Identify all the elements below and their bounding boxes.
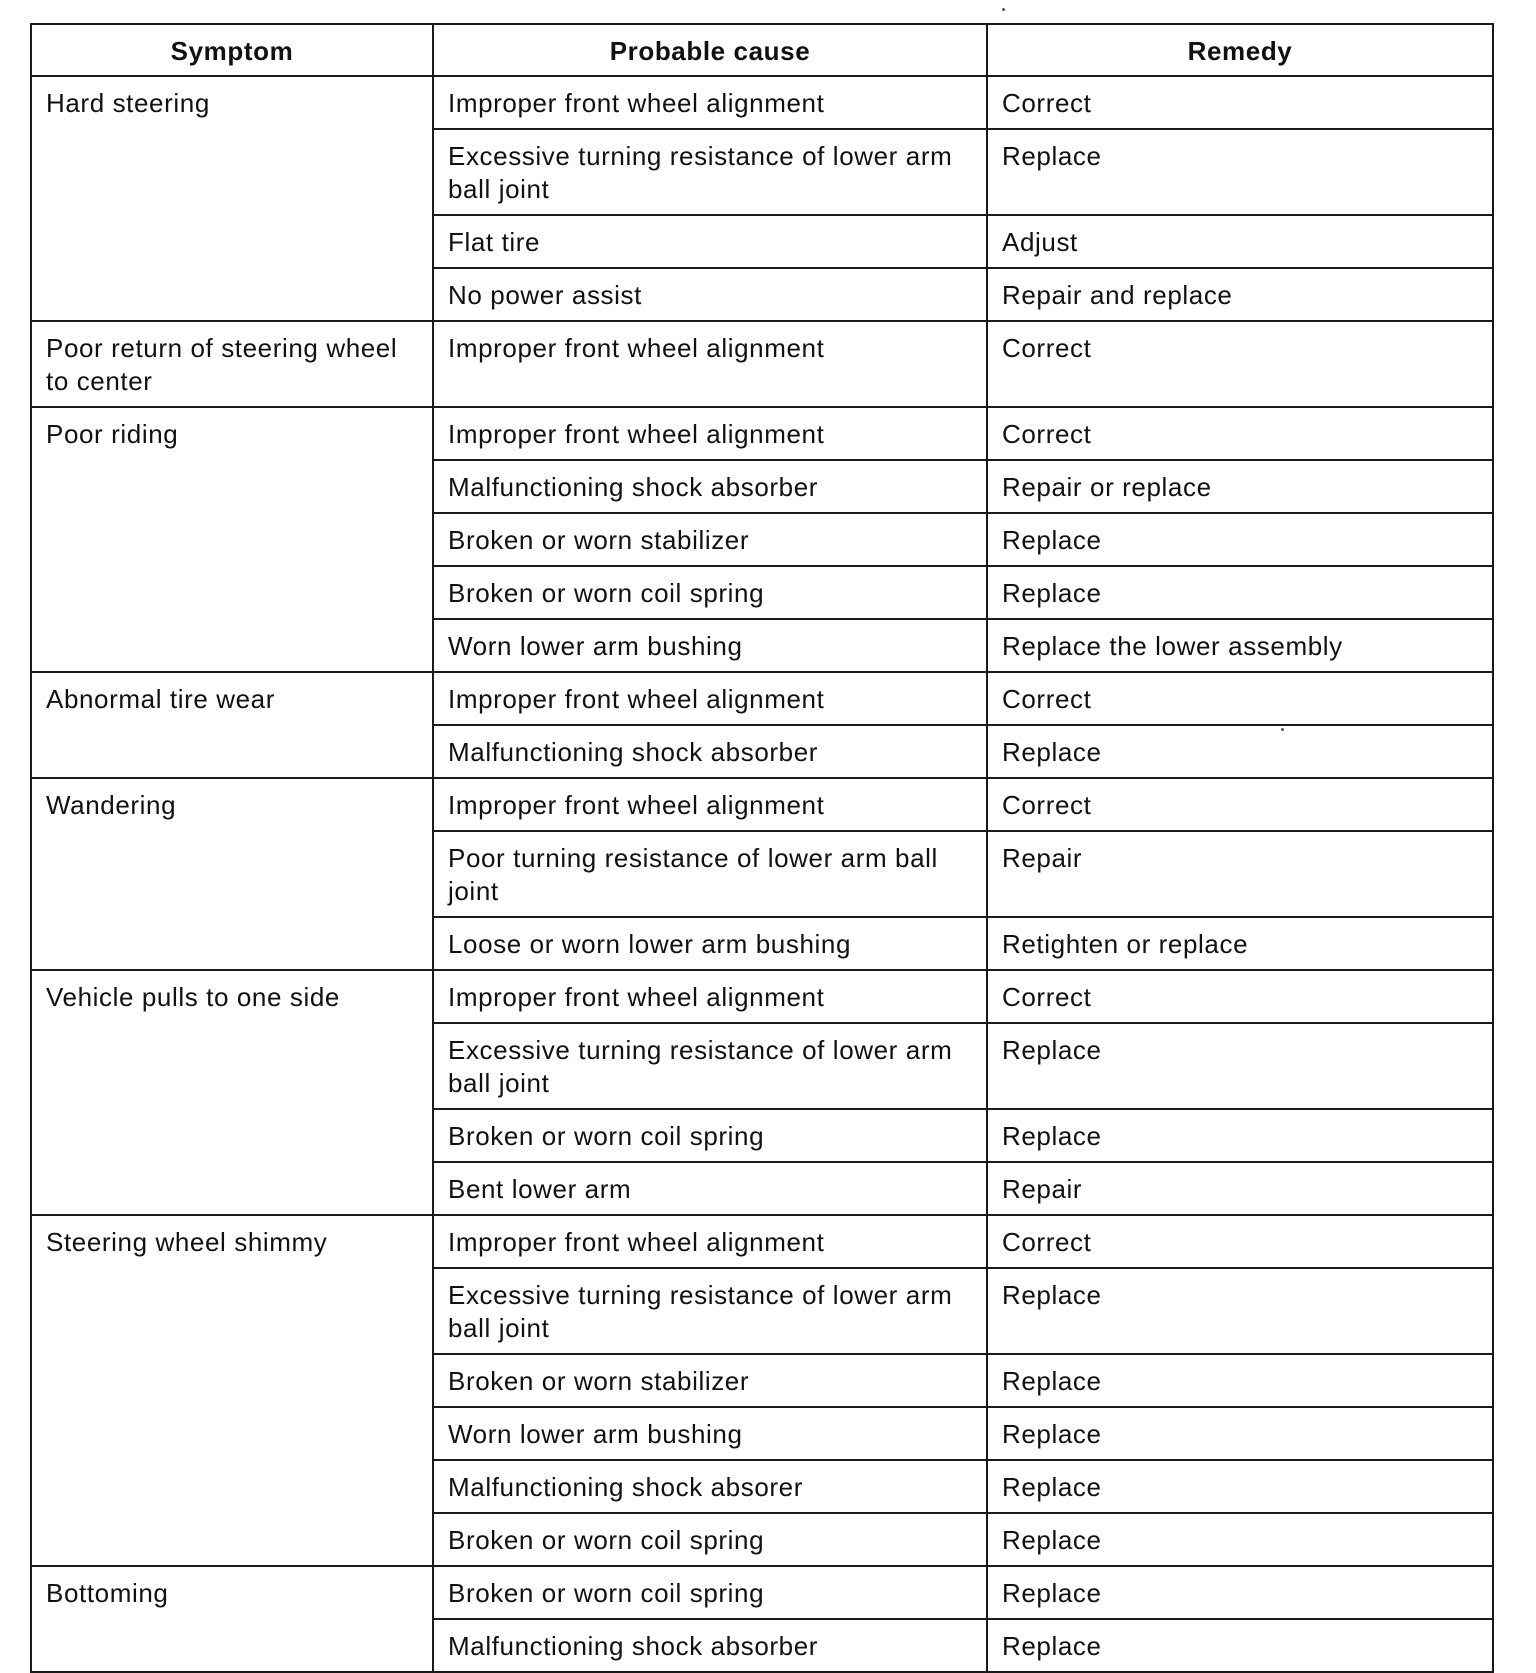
probable-cause-cell: Malfunctioning shock absorber xyxy=(433,460,987,513)
symptom-cell: Bottoming xyxy=(31,1566,433,1672)
probable-cause-cell: Improper front wheel alignment xyxy=(433,672,987,725)
remedy-cell: Retighten or replace xyxy=(987,917,1493,970)
remedy-cell: Replace xyxy=(987,129,1493,215)
remedy-cell: Repair xyxy=(987,1162,1493,1215)
remedy-cell: Replace xyxy=(987,1407,1493,1460)
remedy-cell: Replace xyxy=(987,1566,1493,1619)
probable-cause-cell: Broken or worn stabilizer xyxy=(433,1354,987,1407)
remedy-cell: Adjust xyxy=(987,215,1493,268)
table-row xyxy=(31,1566,1493,1619)
remedy-cell: Replace xyxy=(987,513,1493,566)
symptom-cell: Abnormal tire wear xyxy=(31,672,433,778)
probable-cause-cell: Loose or worn lower arm bushing xyxy=(433,917,987,970)
remedy-cell: Replace xyxy=(987,566,1493,619)
table-row xyxy=(31,321,1493,407)
symptom-cell: Vehicle pulls to one side xyxy=(31,970,433,1215)
symptom-column-header: Symptom xyxy=(31,24,433,76)
remedy-cell: Correct xyxy=(987,407,1493,460)
remedy-cell: Correct xyxy=(987,1215,1493,1268)
troubleshooting-table xyxy=(30,23,1494,1673)
remedy-cell: Repair xyxy=(987,831,1493,917)
probable-cause-cell: Improper front wheel alignment xyxy=(433,1215,987,1268)
remedy-cell: Repair and replace xyxy=(987,268,1493,321)
remedy-cell: Correct xyxy=(987,778,1493,831)
probable-cause-cell: Broken or worn stabilizer xyxy=(433,513,987,566)
table-row xyxy=(31,407,1493,460)
table-body xyxy=(31,76,1493,1672)
remedy-cell: Replace xyxy=(987,1513,1493,1566)
probable-cause-cell: Broken or worn coil spring xyxy=(433,566,987,619)
remedy-cell: Repair or replace xyxy=(987,460,1493,513)
probable-cause-cell: Excessive turning resistance of lower arm ball joint xyxy=(433,1268,987,1354)
probable-cause-cell: Malfunctioning shock absorer xyxy=(433,1460,987,1513)
remedy-cell: Replace xyxy=(987,1460,1493,1513)
remedy-cell: Replace xyxy=(987,1619,1493,1672)
table-row xyxy=(31,1215,1493,1268)
probable-cause-cell: Improper front wheel alignment xyxy=(433,970,987,1023)
remedy-cell: Correct xyxy=(987,321,1493,407)
remedy-cell: Correct xyxy=(987,970,1493,1023)
remedy-cell: Replace xyxy=(987,1023,1493,1109)
probable-cause-cell: Bent lower arm xyxy=(433,1162,987,1215)
symptom-cell: Steering wheel shimmy xyxy=(31,1215,433,1566)
probable-cause-cell: Improper front wheel alignment xyxy=(433,321,987,407)
probable-cause-cell: Poor turning resistance of lower arm ball joint xyxy=(433,831,987,917)
table-header xyxy=(31,24,1493,76)
probable-cause-cell: Improper front wheel alignment xyxy=(433,76,987,129)
remedy-column-header: Remedy xyxy=(987,24,1493,76)
symptom-cell: Poor riding xyxy=(31,407,433,672)
remedy-cell: Replace xyxy=(987,1354,1493,1407)
probable-cause-cell: Improper front wheel alignment xyxy=(433,778,987,831)
probable-cause-cell: Broken or worn coil spring xyxy=(433,1566,987,1619)
probable-cause-cell: Worn lower arm bushing xyxy=(433,1407,987,1460)
remedy-cell: Replace xyxy=(987,1268,1493,1354)
probable-cause-cell: Excessive turning resistance of lower arm ball joint xyxy=(433,1023,987,1109)
scan-speck xyxy=(1281,728,1284,731)
symptom-cell: Poor return of steering wheel to center xyxy=(31,321,433,407)
table-row xyxy=(31,672,1493,725)
troubleshooting-sheet xyxy=(30,23,1492,1673)
symptom-cell: Hard steering xyxy=(31,76,433,321)
probable-cause-cell: Malfunctioning shock absorber xyxy=(433,725,987,778)
probable-cause-cell: Malfunctioning shock absorber xyxy=(433,1619,987,1672)
remedy-cell: Correct xyxy=(987,672,1493,725)
cause-column-header: Probable cause xyxy=(433,24,987,76)
probable-cause-cell: Improper front wheel alignment xyxy=(433,407,987,460)
scan-speck xyxy=(1002,8,1005,11)
remedy-cell: Correct xyxy=(987,76,1493,129)
table-row xyxy=(31,778,1493,831)
probable-cause-cell: Broken or worn coil spring xyxy=(433,1513,987,1566)
table-row xyxy=(31,970,1493,1023)
remedy-cell: Replace the lower assembly xyxy=(987,619,1493,672)
probable-cause-cell: Worn lower arm bushing xyxy=(433,619,987,672)
remedy-cell: Replace xyxy=(987,725,1493,778)
probable-cause-cell: Excessive turning resistance of lower arm ball joint xyxy=(433,129,987,215)
probable-cause-cell: Flat tire xyxy=(433,215,987,268)
symptom-cell: Wandering xyxy=(31,778,433,970)
remedy-cell: Replace xyxy=(987,1109,1493,1162)
probable-cause-cell: Broken or worn coil spring xyxy=(433,1109,987,1162)
probable-cause-cell: No power assist xyxy=(433,268,987,321)
table-row xyxy=(31,76,1493,129)
header-row xyxy=(31,24,1493,76)
